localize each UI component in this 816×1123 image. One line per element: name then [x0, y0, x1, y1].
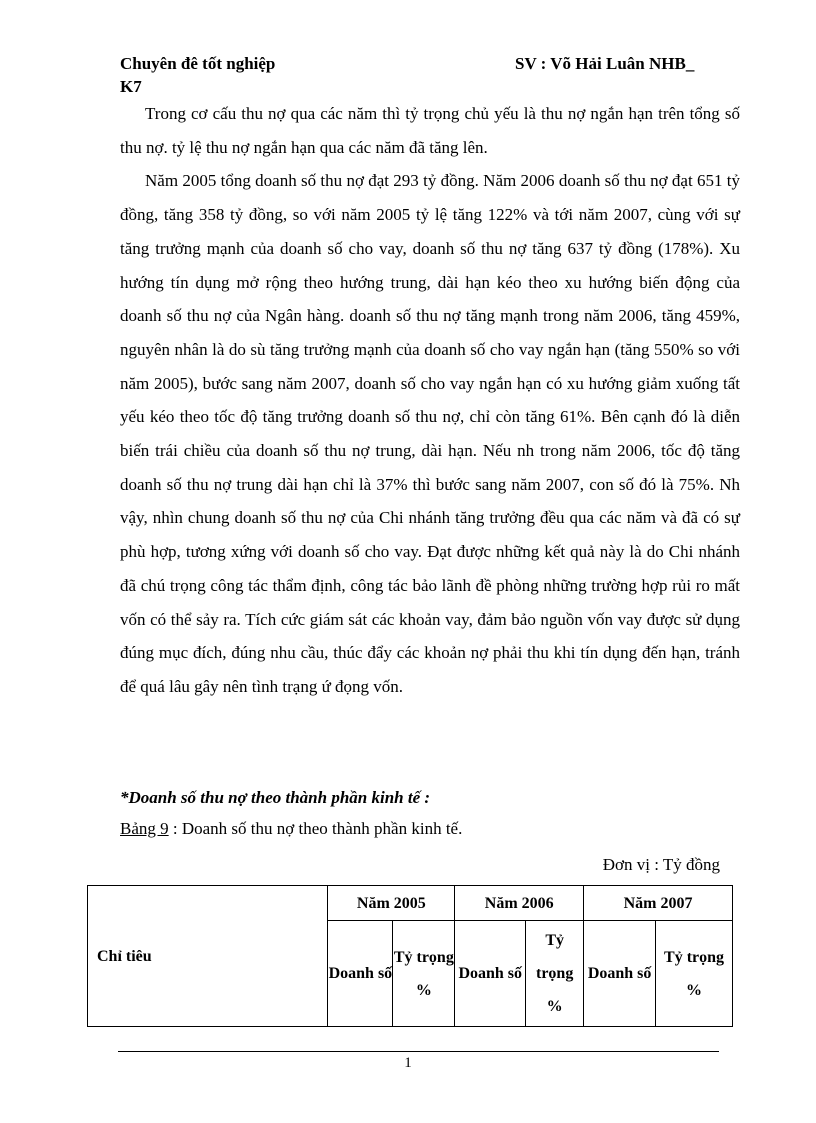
table-caption-text: : Doanh số thu nợ theo thành phần kinh tế. [168, 819, 463, 838]
unit-label: Đơn vị : Tỷ đồng [602, 855, 720, 874]
sub-col-doanh-so: Doanh số [328, 921, 393, 1027]
sub-col-doanh-so: Doanh số [584, 921, 656, 1027]
page-number: 1 [404, 1055, 412, 1071]
data-table [87, 885, 733, 1027]
year-2007-header: Năm 2007 [584, 886, 733, 921]
header-left: Chuyên đê tốt nghiệp [120, 54, 276, 73]
section-title: *Doanh số thu nợ theo thành phần kinh tế : [120, 788, 431, 807]
year-2006-header: Năm 2006 [455, 886, 584, 921]
sub-col-ty-trong: Tỷ trọng % [656, 921, 733, 1027]
table-caption [120, 818, 462, 840]
sub-col-ty-trong: Tỷ trọng % [526, 921, 584, 1027]
sub-col-doanh-so: Doanh số [455, 921, 526, 1027]
body-text [120, 97, 740, 704]
footer-divider [118, 1051, 719, 1052]
paragraph-2: Năm 2005 tổng doanh số thu nợ đạt 293 tỷ đồng. Năm 2006 doanh số thu nợ đạt 651 tỷ đồng, tăng 358 tỷ đồng, so với năm 2005 tỷ lệ tăng 122% và tới năm 2007, cùng với sự tăng trưởng mạnh của doanh số cho vay, doanh số thu nợ tăng 637 tỷ đồng (178%). Xu hướng tín dụng mở rộng theo hướng trung, dài hạn kéo theo xu hướng biến động của doanh số thu nợ của Ngân hàng. doanh số thu nợ tăng mạnh trong năm 2006, tăng 459%, nguyên nhân là do sù tăng trưởng mạnh của doanh số cho vay ngắn hạn (tăng 550% so với năm 2005), bước sang năm 2007, doanh số cho vay ngắn hạn có xu hướng giảm xuống tất yếu kéo theo tốc độ tăng trưởng doanh số thu nợ, chỉ còn tăng 61%. Bên cạnh đó là diễn biến trái chiều của doanh số thu nợ trung, dài hạn. Nếu nh trong năm 2006, tốc độ tăng doanh số thu nợ trung dài hạn chỉ là 37% thì bước sang năm 2007, con số đó là 75%. Nh vậy, nhìn chung doanh số thu nợ của Chi nhánh tăng trưởng đều qua các năm và đã có sự phù hợp, tương xứng với doanh số cho vay. Đạt được những kết quả này là do Chi nhánh đã chú trọng công tác thẩm định, công tác bảo lãnh đề phòng những trường hợp rủi ro mất vốn có thể sảy ra. Tích cức giám sát các khoản vay, đảm bảo nguồn vốn vay được sử dụng đúng mục đích, đúng nhu cầu, thúc đẩy các khoản nợ phải thu khi tín dụng đến hạn, tránh để quá lâu gây nên tình trạng ứ đọng vốn. [120, 171, 740, 696]
header-continuation: K7 [120, 77, 142, 96]
paragraph-1: Trong cơ cấu thu nợ qua các năm thì tỷ trọng chủ yếu là thu nợ ngắn hạn trên tổng số thu nợ. tỷ lệ thu nợ ngắn hạn qua các năm đã tăng lên. [120, 104, 740, 157]
row-header-cell: Chỉ tiêu [88, 886, 328, 1027]
header-right: SV : Võ Hải Luân NHB_ [515, 54, 695, 73]
table-caption-label: Bảng 9 [120, 819, 169, 838]
sub-col-ty-trong: Tỷ trọng % [393, 921, 455, 1027]
year-2005-header: Năm 2005 [328, 886, 455, 921]
